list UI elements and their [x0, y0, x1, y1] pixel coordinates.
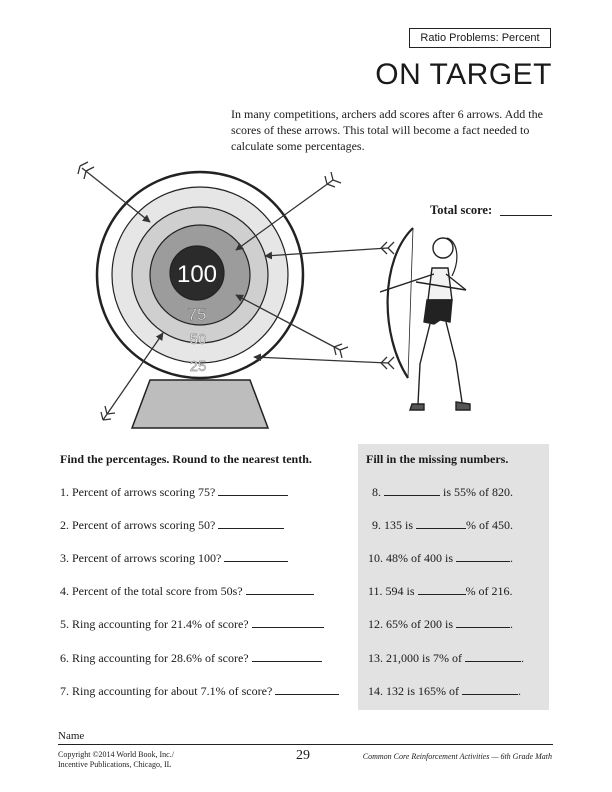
fill-blank-10[interactable] — [456, 550, 510, 562]
archery-target — [97, 172, 303, 378]
page-title: ON TARGET — [375, 58, 552, 91]
question-4: 4. Percent of the total score from 50s? — [60, 583, 314, 599]
archer-shorts — [424, 300, 452, 324]
page-number: 29 — [296, 748, 310, 763]
archery-illustration — [0, 150, 612, 430]
fill-item-9: 9. 135 is % of 450. — [372, 518, 514, 532]
ring-label-75: 75 — [187, 305, 207, 324]
ring-label-25: 25 — [189, 358, 207, 375]
fill-blank-14[interactable] — [462, 683, 518, 695]
percentages-heading: Find the percentages. Round to the nearest tenth. — [60, 452, 312, 466]
fill-blank-13[interactable] — [465, 650, 521, 662]
answer-blank-7[interactable] — [275, 683, 339, 695]
archer-figure — [380, 228, 470, 410]
fill-in-heading: Fill in the missing numbers. — [366, 452, 509, 466]
section-tag: Ratio Problems: Percent — [409, 28, 551, 48]
fill-blank-8[interactable] — [384, 484, 440, 496]
intro-paragraph: In many competitions, archers add scores after 6 arrows. Add the scores of these arrows. This total will become a fact needed to calculate some percentages. — [231, 107, 543, 153]
ring-label-100: 100 — [176, 261, 218, 288]
answer-blank-1[interactable] — [218, 484, 288, 496]
ring-label-50: 50 — [189, 331, 207, 348]
target-stand — [132, 380, 268, 428]
archer-head — [433, 238, 453, 258]
bowstring — [408, 228, 413, 378]
question-2: 2. Percent of arrows scoring 50? — [60, 517, 284, 533]
fill-item-13: 13. 21,000 is 7% of . — [368, 651, 524, 665]
total-score-label: Total score: — [430, 203, 493, 217]
fill-blank-12[interactable] — [456, 616, 510, 628]
answer-blank-6[interactable] — [252, 650, 322, 662]
fill-item-12: 12. 65% of 200 is . — [368, 617, 513, 631]
book-title: Common Core Reinforcement Activities — 6th Grade Math — [362, 752, 552, 761]
question-5: 5. Ring accounting for 21.4% of score? — [60, 616, 324, 632]
fill-item-8: 8. is 55% of 820. — [372, 485, 513, 499]
name-label: Name — [58, 730, 85, 742]
fill-item-14: 14. 132 is 165% of . — [368, 684, 521, 698]
arrow-5 — [254, 357, 388, 363]
answer-blank-4[interactable] — [246, 583, 314, 595]
question-3: 3. Percent of arrows scoring 100? — [60, 550, 288, 566]
answer-blank-2[interactable] — [218, 517, 284, 529]
question-7: 7. Ring accounting for about 7.1% of score? — [60, 683, 339, 699]
question-6: 6. Ring accounting for 28.6% of score? — [60, 650, 322, 666]
question-1: 1. Percent of arrows scoring 75? — [60, 484, 288, 500]
copyright-line-1: Copyright ©2014 World Book, Inc./ — [58, 750, 174, 759]
fill-item-10: 10. 48% of 400 is . — [368, 551, 513, 565]
copyright-line-2: Incentive Publications, Chicago, IL — [58, 760, 172, 769]
archer-shoe-left — [410, 404, 424, 410]
total-score-blank[interactable] — [500, 215, 552, 216]
fill-item-11: 11. 594 is % of 216. — [368, 584, 513, 598]
arrow-4-fletching — [334, 344, 348, 358]
archer-leg-left — [418, 324, 430, 404]
fill-blank-11[interactable] — [418, 583, 466, 595]
name-line[interactable] — [58, 744, 553, 745]
arrow-2-fletching — [325, 172, 341, 187]
answer-blank-5[interactable] — [252, 616, 324, 628]
answer-blank-3[interactable] — [224, 550, 288, 562]
archer-leg-right — [446, 322, 462, 402]
archer-shoe-right — [456, 402, 470, 410]
fill-blank-9[interactable] — [416, 517, 466, 529]
